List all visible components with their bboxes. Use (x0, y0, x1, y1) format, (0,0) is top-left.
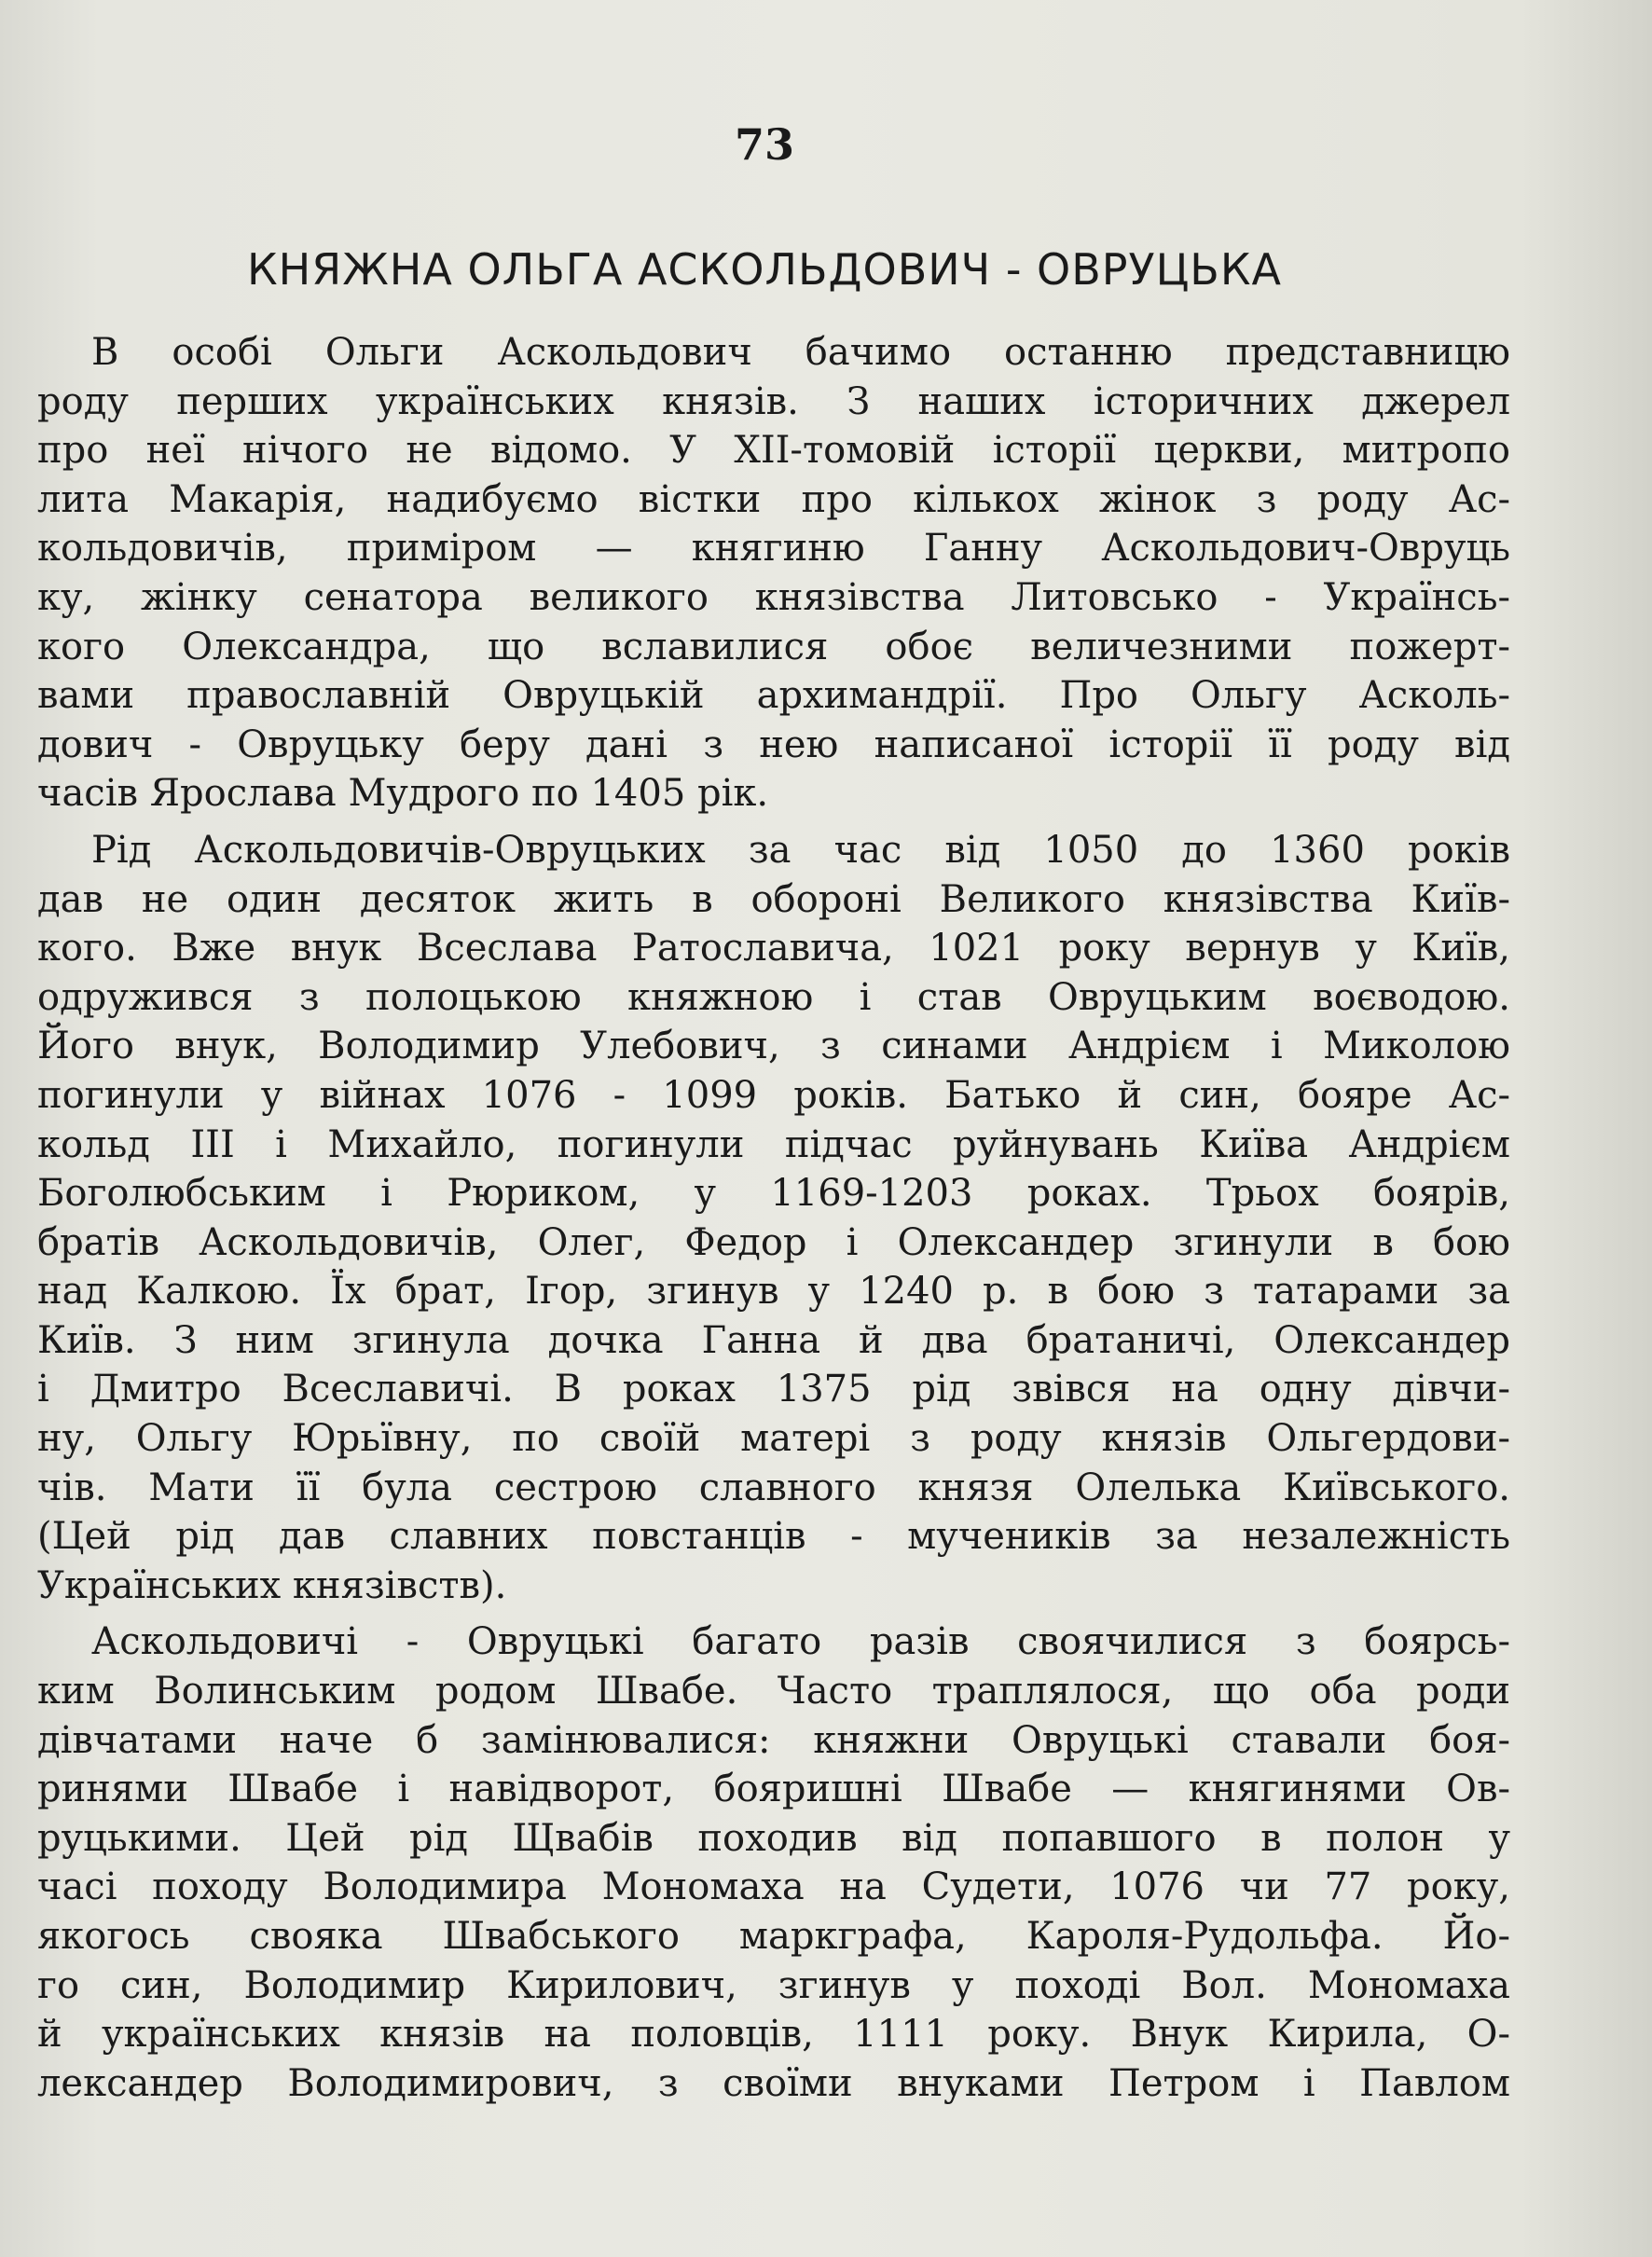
text-line: дав не один десяток жить в обороні Великого князівства Київ- (37, 877, 1510, 921)
text-line: кольдовичів, приміром — княгиню Ганну Аскольдович-Овруць (37, 527, 1510, 571)
text-line: дович - Овруцьку беру дані з нею написаної історії її роду від (37, 723, 1510, 766)
text-line: кого. Вже внук Всеслава Ратославича, 1021 року вернув у Київ, (37, 927, 1510, 970)
paragraph-2 (37, 826, 1510, 1611)
text-line: го син, Володимир Кирилович, згинув у поході Вол. Мономаха (37, 1963, 1510, 2007)
body-text (37, 328, 1510, 2108)
chapter-title: КНЯЖНА ОЛЬГА АСКОЛЬДОВИЧ - ОВРУЦЬКА (247, 244, 1282, 295)
text-line: Боголюбським і Рюриком, у 1169-1203 роках. Трьох боярів, (37, 1172, 1510, 1216)
text-line: Київ. З ним згинула дочка Ганна й два братаничі, Олександер (37, 1318, 1510, 1362)
text-line: часі походу Володимира Мономаха на Судети, 1076 чи 77 року, (37, 1865, 1510, 1909)
text-line: вами православній Овруцькій архимандрії. Про Ольгу Асколь- (37, 674, 1510, 718)
text-line: й українських князів на половців, 1111 року. Внук Кирила, О- (37, 2013, 1510, 2057)
text-line: роду перших українських князів. З наших історичних джерел (37, 379, 1510, 423)
page-number: 73 (734, 119, 794, 170)
text-line: ну, Ольгу Юрьївну, по своїй матері з роду князів Ольгердови- (37, 1417, 1510, 1461)
text-line: про неї нічого не відомо. У XII-томовій історії церкви, митропо (37, 429, 1510, 473)
text-line: лита Макарія, надибуємо вістки про кількох жінок з роду Ас- (37, 477, 1510, 521)
text-line: над Калкою. Їх брат, Ігор, згинув у 1240 р. в бою з татарами за (37, 1270, 1510, 1314)
text-line: ку, жінку сенатора великого князівства Литовсько - Українсь- (37, 575, 1510, 619)
text-line: ринями Швабе і навідворот, бояришні Швабе — княгинями Ов- (37, 1768, 1510, 1811)
text-line: часів Ярослава Мудрого по 1405 рік. (37, 772, 769, 816)
text-line: якогось свояка Швабського маркграфа, Кароля-Рудольфа. Йо- (37, 1915, 1510, 1958)
text-line: чів. Мати її була сестрою славного князя Олелька Київського. (37, 1466, 1510, 1509)
text-line: (Цей рід дав славних повстанців - мучеників за незалежність (37, 1515, 1510, 1559)
text-line: одружився з полоцькою княжною і став Овруцьким воєводою. (37, 975, 1510, 1019)
text-line: В особі Ольги Аскольдович бачимо останню представницю (91, 331, 1510, 374)
text-line: Його внук, Володимир Улебович, з синами Андрієм і Миколою (37, 1025, 1510, 1068)
text-line: погинули у війнах 1076 - 1099 років. Батько й син, бояре Ас- (37, 1073, 1510, 1117)
paragraph-3 (37, 1617, 1510, 2108)
text-line: дівчатами наче б замінювалися: княжни Овруцькі ставали боя- (37, 1718, 1510, 1762)
text-line: руцькими. Цей рід Щвабів походив від попавшого в полон у (37, 1816, 1510, 1860)
text-line: кольд III і Михайло, погинули підчас руйнувань Київа Андрієм (37, 1122, 1510, 1166)
text-line: лександер Володимирович, з своїми внуками Петром і Павлом (37, 2061, 1510, 2105)
text-line: Українських князівств). (37, 1563, 507, 1607)
text-line: Рід Аскольдовичів-Овруцьких за час від 1050 до 1360 років (91, 828, 1510, 872)
text-line: і Дмитро Всеславичі. В роках 1375 рід звівся на одну дівчи- (37, 1368, 1510, 1411)
text-line: кого Олександра, що вславилися обоє величезними пожерт- (37, 625, 1510, 668)
paragraph-1 (37, 328, 1510, 819)
text-line: братів Аскольдовичів, Олег, Федор і Олександер згинули в бою (37, 1220, 1510, 1264)
text-line: ким Волинським родом Швабе. Часто траплялося, що оба роди (37, 1670, 1510, 1713)
text-line: Аскольдовичі - Овруцькі багато разів своячилися з боярсь- (91, 1620, 1510, 1664)
